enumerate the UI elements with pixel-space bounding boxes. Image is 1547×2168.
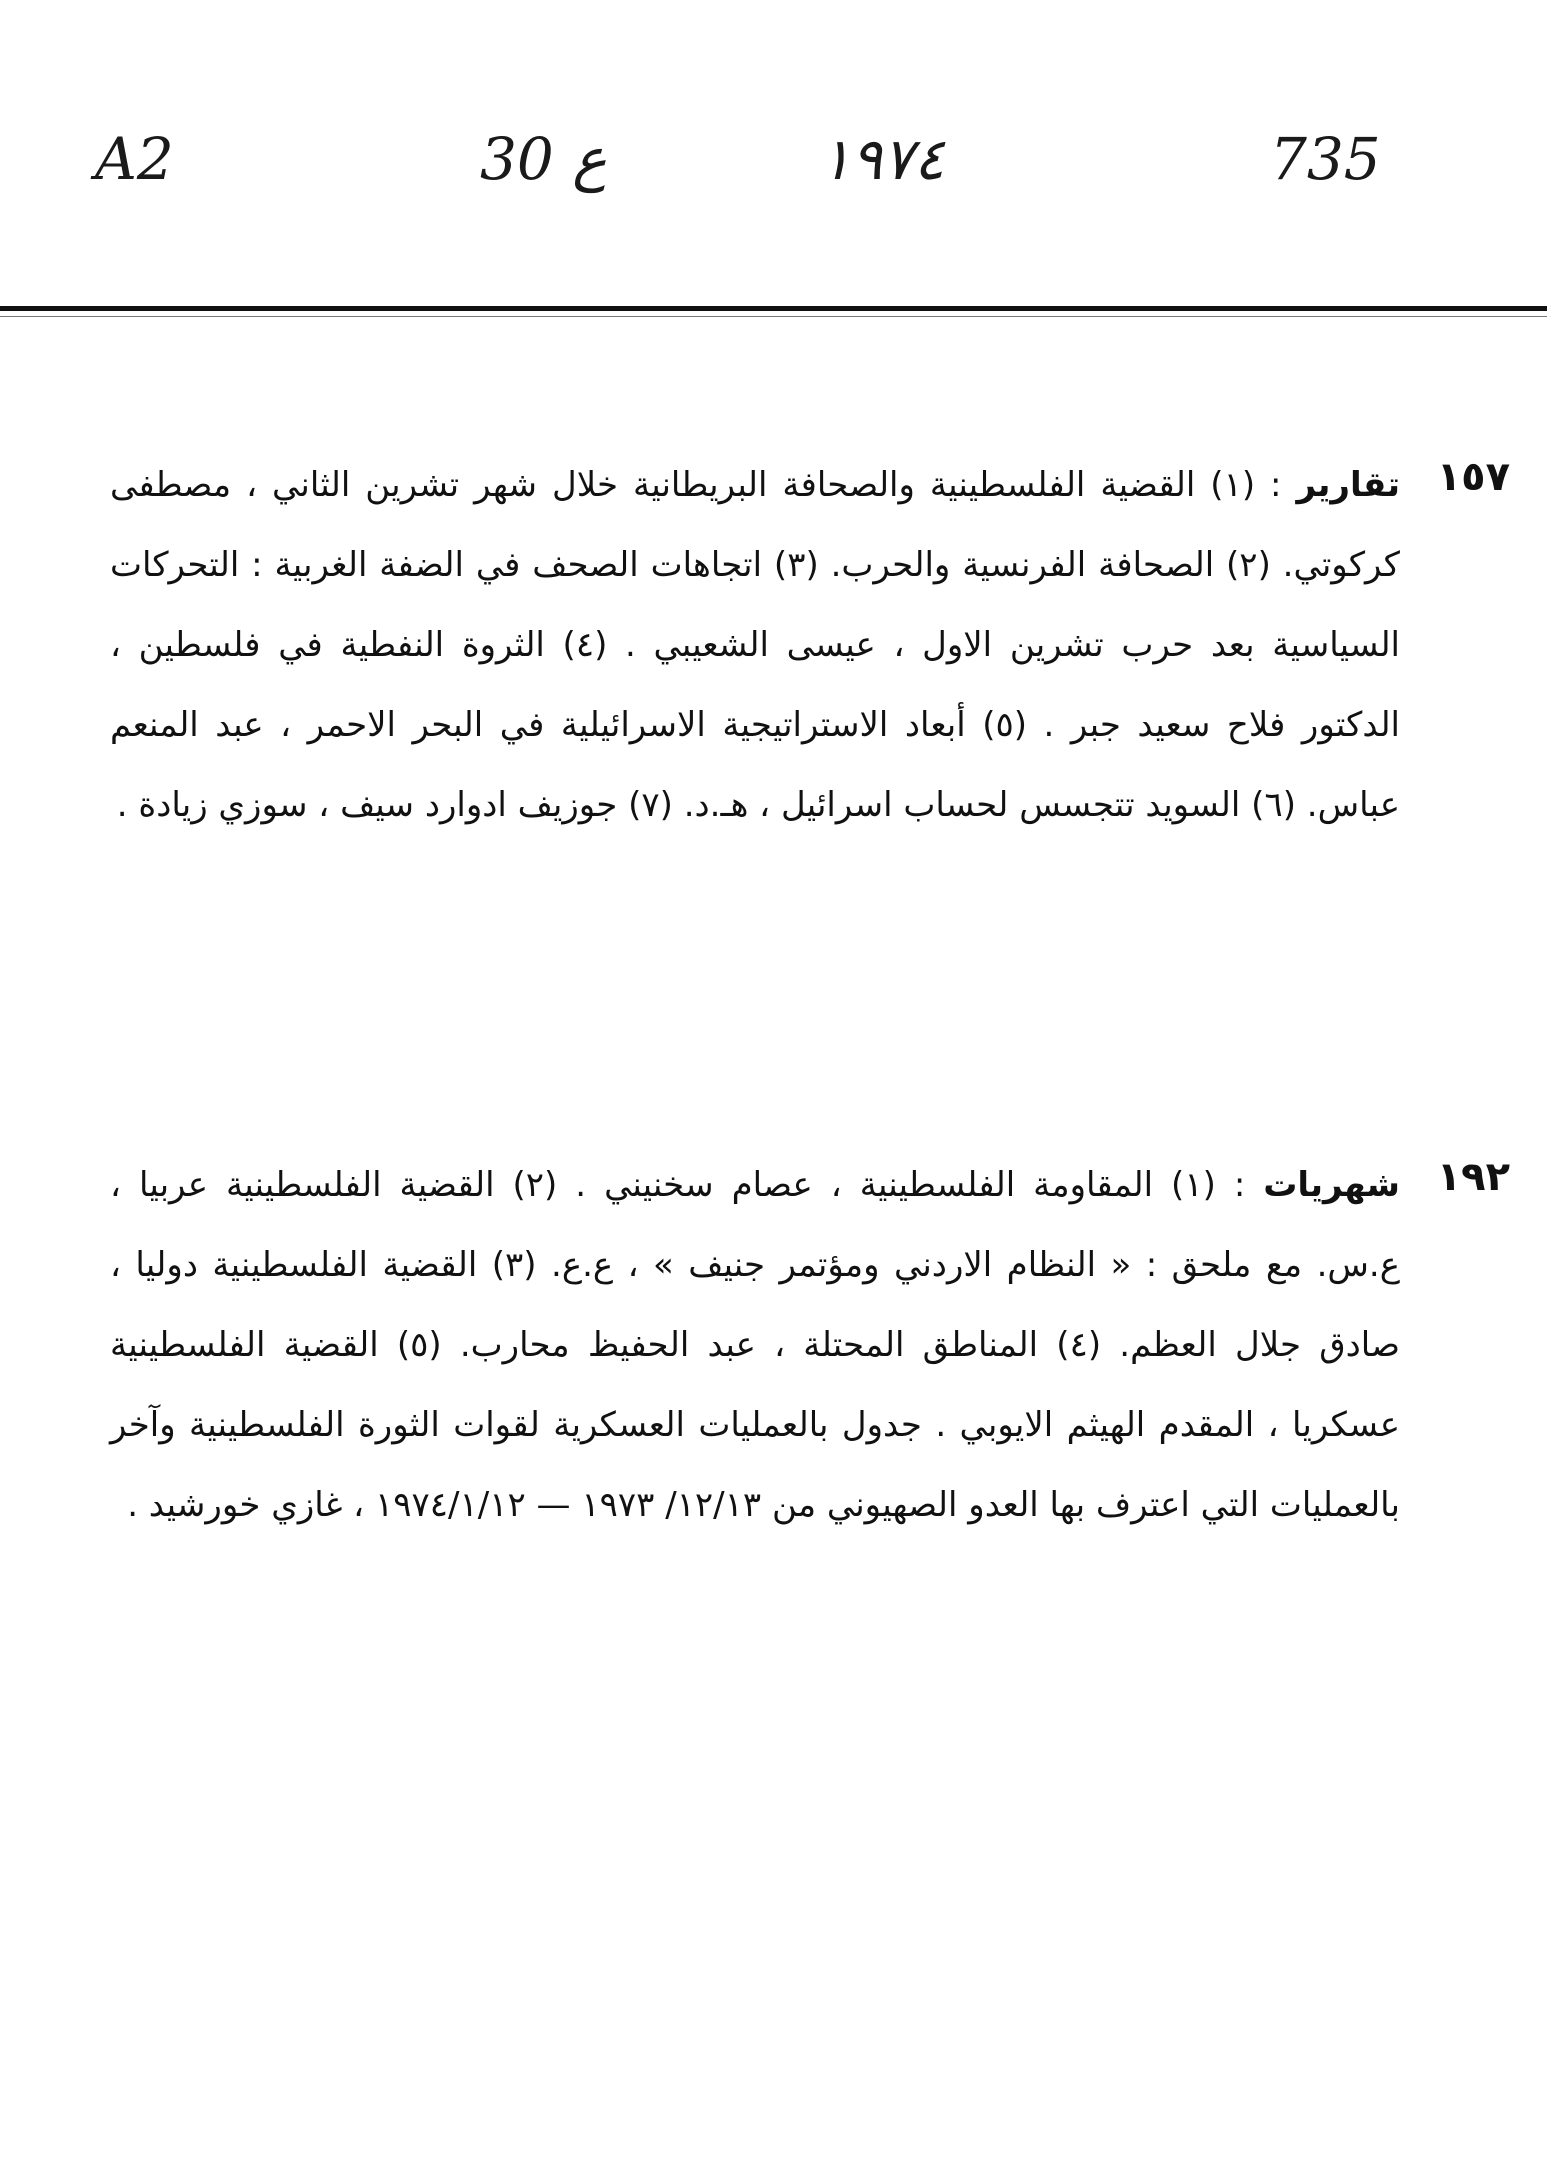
handwritten-note: ١٩٧٤ [820,125,945,193]
handwritten-note: 30 ع [480,125,607,193]
handwritten-note: A2 [95,125,174,193]
entry-heading: تقارير [1296,465,1400,505]
entry-number: ١٥٧ [1436,454,1510,500]
entry [55,1145,1510,1705]
entry-text: : (١) المقاومة الفلسطينية ، عصام سخنيني . (٢) القضية الفلسطينية عربيا ، ع.س. مع ملحق : « النظام الاردني ومؤتمر جنيف » ، ع.ع. (٣) القضية الفلسطينية دوليا ، صادق جلال العظم. (٤) المناطق المحتلة ، عبد الحفيظ محارب. (٥) القضية الفلسطينية عسكريا ، المقدم الهيثم الايوبي . جدول بالعمليات العسكرية لقوات الثورة الفلسطينية وآخر بالعمليات التي اعترف بها العدو الصهيوني من ١٢/١٣/ ١٩٧٣ — ١٩٧٤/١/١٢ ، غازي خورشيد . [110,1165,1400,1525]
entry-heading: شهريات [1263,1165,1400,1205]
entry-body [110,445,1400,845]
header-divider-thin [0,316,1547,317]
entry-body [110,1145,1400,1545]
entry-number: ١٩٢ [1436,1154,1510,1200]
handwritten-note: 735 [1270,125,1381,193]
header-divider [0,306,1547,311]
entry-text: : (١) القضية الفلسطينية والصحافة البريطانية خلال شهر تشرين الثاني ، مصطفى كركوتي. (٢) الصحافة الفرنسية والحرب. (٣) اتجاهات الصحف في الضفة الغربية : التحركات السياسية بعد حرب تشرين الاول ، عيسى الشعيبي . (٤) الثروة النفطية في فلسطين ، الدكتور فلاح سعيد جبر . (٥) أبعاد الاستراتيجية الاسرائيلية في البحر الاحمر ، عبد المنعم عباس. (٦) السويد تتجسس لحساب اسرائيل ، هـ.د. (٧) جوزيف ادوارد سيف ، سوزي زيادة . [110,465,1401,825]
entry [55,445,1510,1005]
